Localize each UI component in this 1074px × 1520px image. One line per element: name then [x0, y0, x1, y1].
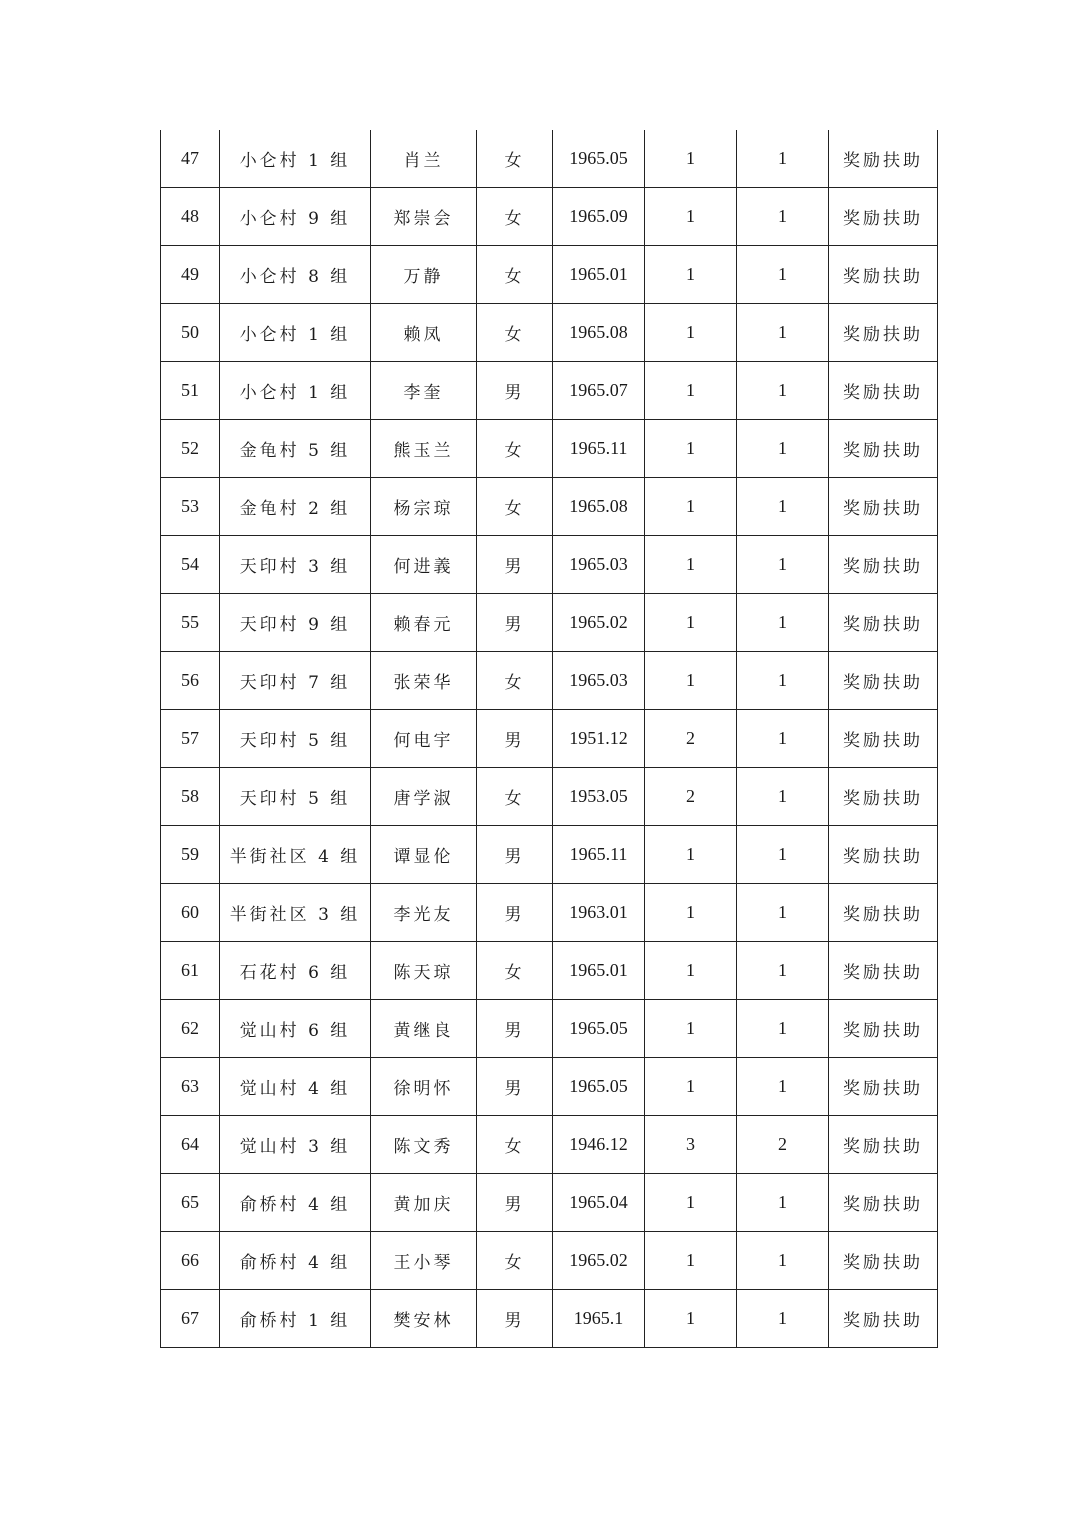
- address-cell: 天印村 3 组: [220, 536, 371, 594]
- count-cell-a: 1: [645, 246, 737, 304]
- count-cell-b: 1: [737, 130, 829, 188]
- person-name-cell: 黄继良: [371, 1000, 477, 1058]
- person-name-cell: 杨宗琼: [371, 478, 477, 536]
- assistance-type-cell: 奖励扶助: [829, 1174, 938, 1232]
- birth-date-cell: 1965.04: [553, 1174, 645, 1232]
- row-number-cell: 60: [161, 884, 220, 942]
- row-number-cell: 51: [161, 362, 220, 420]
- person-name-cell: 何电宇: [371, 710, 477, 768]
- row-number-cell: 53: [161, 478, 220, 536]
- count-cell-a: 1: [645, 1174, 737, 1232]
- table-row: [161, 826, 938, 884]
- table-row: [161, 768, 938, 826]
- assistance-type-cell: 奖励扶助: [829, 130, 938, 188]
- birth-date-cell: 1965.03: [553, 652, 645, 710]
- person-name-cell: 赖春元: [371, 594, 477, 652]
- assistance-type-cell: 奖励扶助: [829, 1000, 938, 1058]
- address-cell: 半街社区 4 组: [220, 826, 371, 884]
- person-name-cell: 陈文秀: [371, 1116, 477, 1174]
- beneficiary-table: [160, 130, 938, 1348]
- count-cell-b: 1: [737, 362, 829, 420]
- row-number-cell: 57: [161, 710, 220, 768]
- table-row: [161, 304, 938, 362]
- address-cell: 石花村 6 组: [220, 942, 371, 1000]
- address-cell: 天印村 9 组: [220, 594, 371, 652]
- assistance-type-cell: 奖励扶助: [829, 1058, 938, 1116]
- table-row: [161, 710, 938, 768]
- assistance-type-cell: 奖励扶助: [829, 710, 938, 768]
- count-cell-b: 1: [737, 768, 829, 826]
- person-name-cell: 陈天琼: [371, 942, 477, 1000]
- birth-date-cell: 1965.02: [553, 594, 645, 652]
- count-cell-b: 1: [737, 420, 829, 478]
- table-row: [161, 1232, 938, 1290]
- gender-cell: 女: [477, 130, 553, 188]
- count-cell-b: 1: [737, 710, 829, 768]
- count-cell-a: 1: [645, 594, 737, 652]
- gender-cell: 女: [477, 304, 553, 362]
- count-cell-a: 1: [645, 536, 737, 594]
- table-row: [161, 1174, 938, 1232]
- row-number-cell: 54: [161, 536, 220, 594]
- person-name-cell: 何进義: [371, 536, 477, 594]
- assistance-type-cell: 奖励扶助: [829, 1290, 938, 1348]
- count-cell-a: 1: [645, 652, 737, 710]
- count-cell-a: 1: [645, 1058, 737, 1116]
- row-number-cell: 58: [161, 768, 220, 826]
- gender-cell: 女: [477, 246, 553, 304]
- birth-date-cell: 1965.01: [553, 246, 645, 304]
- gender-cell: 男: [477, 536, 553, 594]
- table-row: [161, 478, 938, 536]
- assistance-type-cell: 奖励扶助: [829, 1232, 938, 1290]
- count-cell-a: 1: [645, 1290, 737, 1348]
- assistance-type-cell: 奖励扶助: [829, 188, 938, 246]
- person-name-cell: 徐明怀: [371, 1058, 477, 1116]
- table-row: [161, 652, 938, 710]
- gender-cell: 女: [477, 768, 553, 826]
- gender-cell: 女: [477, 1232, 553, 1290]
- address-cell: 觉山村 6 组: [220, 1000, 371, 1058]
- birth-date-cell: 1965.03: [553, 536, 645, 594]
- address-cell: 小仑村 1 组: [220, 304, 371, 362]
- table-row: [161, 942, 938, 1000]
- birth-date-cell: 1965.05: [553, 130, 645, 188]
- count-cell-b: 2: [737, 1116, 829, 1174]
- row-number-cell: 59: [161, 826, 220, 884]
- assistance-type-cell: 奖励扶助: [829, 478, 938, 536]
- gender-cell: 女: [477, 188, 553, 246]
- count-cell-a: 2: [645, 768, 737, 826]
- gender-cell: 女: [477, 652, 553, 710]
- person-name-cell: 樊安林: [371, 1290, 477, 1348]
- row-number-cell: 56: [161, 652, 220, 710]
- count-cell-a: 1: [645, 478, 737, 536]
- address-cell: 天印村 7 组: [220, 652, 371, 710]
- birth-date-cell: 1965.11: [553, 826, 645, 884]
- birth-date-cell: 1965.02: [553, 1232, 645, 1290]
- count-cell-b: 1: [737, 246, 829, 304]
- row-number-cell: 61: [161, 942, 220, 1000]
- row-number-cell: 67: [161, 1290, 220, 1348]
- person-name-cell: 赖凤: [371, 304, 477, 362]
- count-cell-a: 1: [645, 1232, 737, 1290]
- person-name-cell: 李奎: [371, 362, 477, 420]
- table-row: [161, 594, 938, 652]
- gender-cell: 女: [477, 420, 553, 478]
- birth-date-cell: 1951.12: [553, 710, 645, 768]
- table-row: [161, 362, 938, 420]
- gender-cell: 男: [477, 362, 553, 420]
- row-number-cell: 55: [161, 594, 220, 652]
- count-cell-a: 1: [645, 942, 737, 1000]
- address-cell: 小仑村 1 组: [220, 130, 371, 188]
- table-row: [161, 188, 938, 246]
- address-cell: 小仑村 8 组: [220, 246, 371, 304]
- gender-cell: 女: [477, 942, 553, 1000]
- count-cell-a: 3: [645, 1116, 737, 1174]
- row-number-cell: 48: [161, 188, 220, 246]
- row-number-cell: 65: [161, 1174, 220, 1232]
- count-cell-b: 1: [737, 942, 829, 1000]
- birth-date-cell: 1965.01: [553, 942, 645, 1000]
- person-name-cell: 唐学淑: [371, 768, 477, 826]
- assistance-type-cell: 奖励扶助: [829, 304, 938, 362]
- table-body: [161, 130, 938, 1348]
- table-row: [161, 1058, 938, 1116]
- gender-cell: 男: [477, 1058, 553, 1116]
- person-name-cell: 王小琴: [371, 1232, 477, 1290]
- row-number-cell: 47: [161, 130, 220, 188]
- count-cell-b: 1: [737, 1232, 829, 1290]
- table-row: [161, 1000, 938, 1058]
- person-name-cell: 张荣华: [371, 652, 477, 710]
- gender-cell: 男: [477, 826, 553, 884]
- address-cell: 觉山村 4 组: [220, 1058, 371, 1116]
- gender-cell: 男: [477, 884, 553, 942]
- gender-cell: 男: [477, 1000, 553, 1058]
- assistance-type-cell: 奖励扶助: [829, 594, 938, 652]
- count-cell-b: 1: [737, 1290, 829, 1348]
- table-row: [161, 246, 938, 304]
- assistance-type-cell: 奖励扶助: [829, 1116, 938, 1174]
- count-cell-a: 1: [645, 826, 737, 884]
- birth-date-cell: 1965.07: [553, 362, 645, 420]
- table-row: [161, 536, 938, 594]
- row-number-cell: 64: [161, 1116, 220, 1174]
- count-cell-a: 1: [645, 362, 737, 420]
- birth-date-cell: 1965.08: [553, 478, 645, 536]
- table-row: [161, 130, 938, 188]
- assistance-type-cell: 奖励扶助: [829, 652, 938, 710]
- person-name-cell: 谭显伦: [371, 826, 477, 884]
- count-cell-b: 1: [737, 594, 829, 652]
- count-cell-a: 1: [645, 884, 737, 942]
- person-name-cell: 黄加庆: [371, 1174, 477, 1232]
- count-cell-b: 1: [737, 1058, 829, 1116]
- address-cell: 俞桥村 4 组: [220, 1232, 371, 1290]
- gender-cell: 男: [477, 1174, 553, 1232]
- person-name-cell: 熊玉兰: [371, 420, 477, 478]
- person-name-cell: 郑崇会: [371, 188, 477, 246]
- assistance-type-cell: 奖励扶助: [829, 246, 938, 304]
- address-cell: 小仑村 1 组: [220, 362, 371, 420]
- count-cell-b: 1: [737, 652, 829, 710]
- table-row: [161, 1116, 938, 1174]
- count-cell-b: 1: [737, 826, 829, 884]
- table-row: [161, 1290, 938, 1348]
- count-cell-b: 1: [737, 536, 829, 594]
- assistance-type-cell: 奖励扶助: [829, 826, 938, 884]
- birth-date-cell: 1965.08: [553, 304, 645, 362]
- person-name-cell: 肖兰: [371, 130, 477, 188]
- row-number-cell: 50: [161, 304, 220, 362]
- row-number-cell: 62: [161, 1000, 220, 1058]
- count-cell-a: 2: [645, 710, 737, 768]
- address-cell: 半街社区 3 组: [220, 884, 371, 942]
- count-cell-a: 1: [645, 130, 737, 188]
- address-cell: 金龟村 5 组: [220, 420, 371, 478]
- gender-cell: 男: [477, 594, 553, 652]
- count-cell-b: 1: [737, 304, 829, 362]
- count-cell-b: 1: [737, 1174, 829, 1232]
- birth-date-cell: 1953.05: [553, 768, 645, 826]
- birth-date-cell: 1965.11: [553, 420, 645, 478]
- table-row: [161, 420, 938, 478]
- address-cell: 觉山村 3 组: [220, 1116, 371, 1174]
- assistance-type-cell: 奖励扶助: [829, 536, 938, 594]
- assistance-type-cell: 奖励扶助: [829, 768, 938, 826]
- count-cell-b: 1: [737, 1000, 829, 1058]
- person-name-cell: 李光友: [371, 884, 477, 942]
- gender-cell: 女: [477, 1116, 553, 1174]
- assistance-type-cell: 奖励扶助: [829, 942, 938, 1000]
- row-number-cell: 52: [161, 420, 220, 478]
- count-cell-b: 1: [737, 188, 829, 246]
- birth-date-cell: 1965.05: [553, 1000, 645, 1058]
- birth-date-cell: 1963.01: [553, 884, 645, 942]
- count-cell-a: 1: [645, 420, 737, 478]
- gender-cell: 女: [477, 478, 553, 536]
- address-cell: 俞桥村 4 组: [220, 1174, 371, 1232]
- table-row: [161, 884, 938, 942]
- gender-cell: 男: [477, 710, 553, 768]
- address-cell: 天印村 5 组: [220, 710, 371, 768]
- row-number-cell: 63: [161, 1058, 220, 1116]
- gender-cell: 男: [477, 1290, 553, 1348]
- birth-date-cell: 1965.1: [553, 1290, 645, 1348]
- address-cell: 俞桥村 1 组: [220, 1290, 371, 1348]
- person-name-cell: 万静: [371, 246, 477, 304]
- birth-date-cell: 1965.05: [553, 1058, 645, 1116]
- address-cell: 金龟村 2 组: [220, 478, 371, 536]
- count-cell-a: 1: [645, 1000, 737, 1058]
- count-cell-b: 1: [737, 884, 829, 942]
- count-cell-a: 1: [645, 304, 737, 362]
- address-cell: 天印村 5 组: [220, 768, 371, 826]
- address-cell: 小仑村 9 组: [220, 188, 371, 246]
- assistance-type-cell: 奖励扶助: [829, 362, 938, 420]
- birth-date-cell: 1965.09: [553, 188, 645, 246]
- count-cell-a: 1: [645, 188, 737, 246]
- assistance-type-cell: 奖励扶助: [829, 420, 938, 478]
- assistance-type-cell: 奖励扶助: [829, 884, 938, 942]
- birth-date-cell: 1946.12: [553, 1116, 645, 1174]
- count-cell-b: 1: [737, 478, 829, 536]
- row-number-cell: 66: [161, 1232, 220, 1290]
- row-number-cell: 49: [161, 246, 220, 304]
